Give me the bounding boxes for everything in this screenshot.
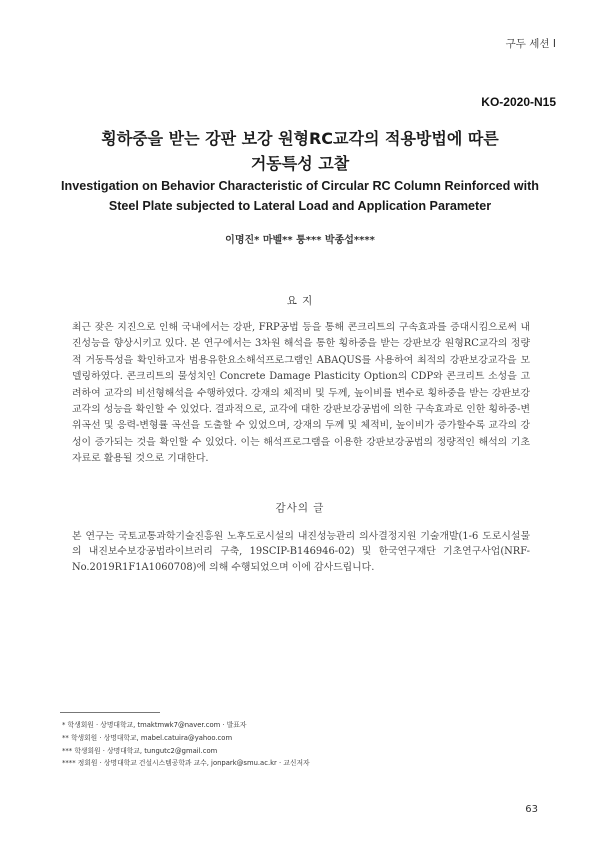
korean-title (40, 126, 560, 176)
abstract-text: 최근 잦은 지진으로 인해 국내에서는 강판, FRP공법 등을 통해 콘크리트의 구속효과를 증대시킴으로써 내진성능을 향상시키고 있다. 본 연구에서는 3차원 해석을 통한 횡하중을 받는 강판보강 원형RC교각의 정량적 거동특성을 확인하고자 범용유한요소해석프로그램인 ABAQUS를 사용하여 최적의 강판보강교각을 모델링하였다. 콘크리트의 물성치인 Concrete Damage Plasticity Option의 CDP와 콘크리트 소성을 고려하여 교각의 비선형해석을 수행하였다. 강재의 체적비 및 두께, 높이비를 변수로 횡하중을 받는 강판보강교각의 성능을 확인할 수 있었다. 결과적으로, 교각에 대한 강판보강공법에 의한 구속효과로 인한 횡하중-변위곡선 및 응력-변형률 곡선을 도출할 수 있었으며, 강재의 두께 및 체적비, 높이비가 증가할수록 교각의 강성이 증가되는 것을 확인할 수 있었다. 이는 해석프로그램을 이용한 강판보강공법의 정량적인 해석의 기초자료로 활용될 것으로 기대한다. (72, 322, 530, 465)
footnote-item: *** 학생회원 · 상명대학교, tungutc2@gmail.com (62, 746, 218, 755)
footnote-divider (60, 712, 160, 713)
session-header: 구두 세션 Ⅰ (505, 38, 556, 50)
english-title (40, 176, 560, 216)
author-line: 이명진* 마벨** 퉁*** 박종섭**** (225, 235, 375, 246)
footnotes (62, 719, 542, 770)
korean-title-line-2: 거동특성 고찰 (250, 154, 350, 173)
acknowledgment-heading: 감사의 글 (275, 502, 325, 514)
paper-code: KO-2020-N15 (481, 95, 556, 109)
abstract-heading: 요 지 (286, 295, 314, 307)
korean-title-line-1: 횡하중을 받는 강판 보강 원형RC교각의 적용방법에 따른 (101, 129, 499, 148)
footnote-item: **** 정회원 · 상명대학교 건설시스템공학과 교수, jonpark@smu.ac.kr · 교신저자 (62, 759, 310, 768)
acknowledgment-text: 본 연구는 국토교통과학기술진흥원 노후도로시설의 내진성능관리 의사결정지원 기술개발(1-6 도로시설물의 내진보수보강공법라이브러리 구축, 19SCIP-B146946-02) 및 한국연구재단 기초연구사업(NRF-No.2019R1F1A1060708)에 의해 수행되었으며 이에 감사드립니다. (72, 531, 530, 573)
footnote-item: ** 학생회원 · 상명대학교, mabel.catuira@yahoo.com (62, 733, 233, 742)
english-title-line-1: Investigation on Behavior Characteristic of Circular RC Column Reinforced with (61, 179, 539, 193)
page-number: 63 (525, 804, 538, 815)
footnote-item: * 학생회원 · 상명대학교, tmaktmwk7@naver.com · 발표자 (62, 721, 247, 729)
english-title-line-2: Steel Plate subjected to Lateral Load and Application Parameter (108, 199, 492, 213)
